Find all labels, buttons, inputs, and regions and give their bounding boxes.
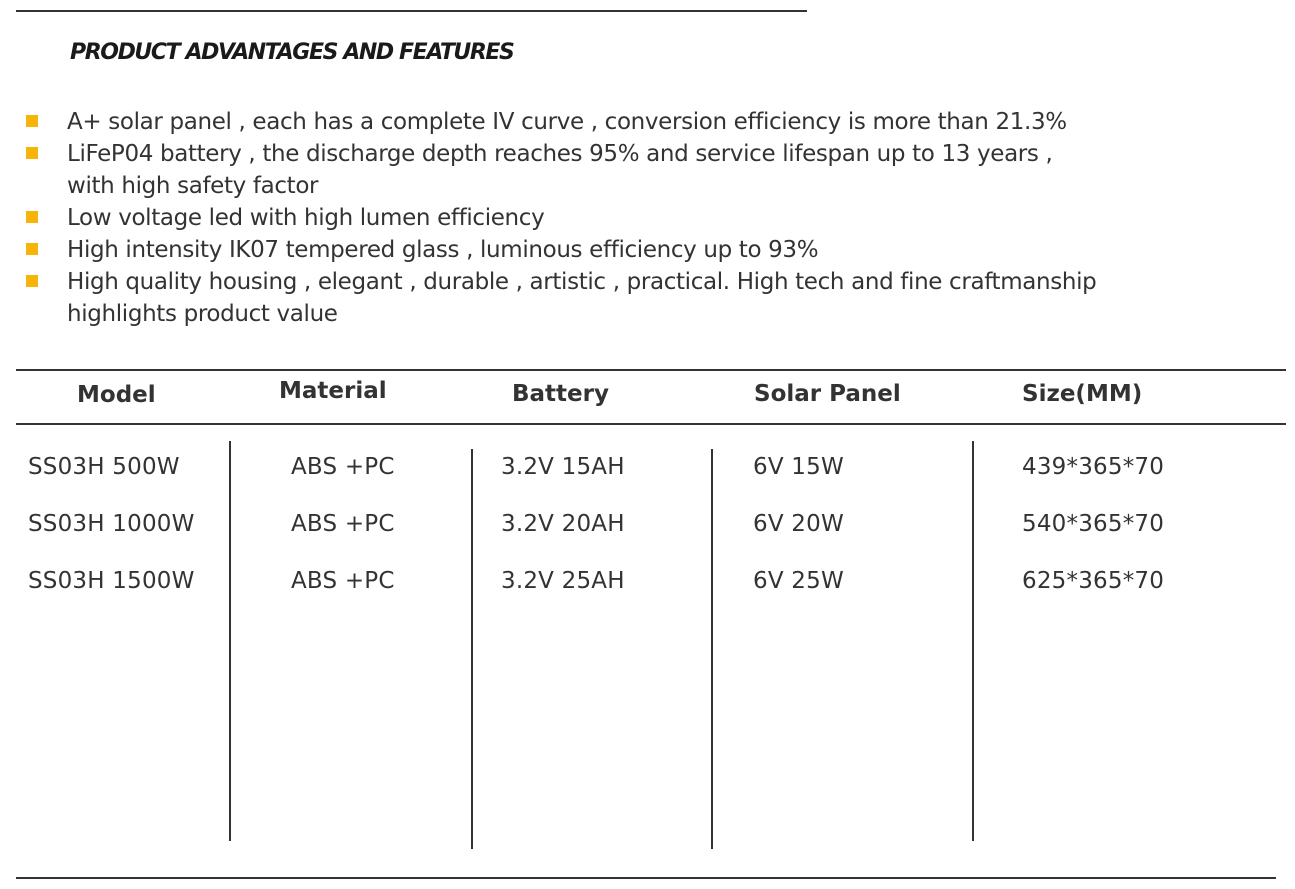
square-bullet-icon <box>26 147 38 159</box>
square-bullet-icon <box>26 275 38 287</box>
column-divider <box>471 449 473 849</box>
feature-text: High quality housing , elegant , durable , artistic , practical. High tech and fine craftmanship <box>67 269 1097 295</box>
table-cell-material: ABS +PC <box>291 454 395 480</box>
table-cell-battery: 3.2V 15AH <box>501 454 625 480</box>
column-header-material: Material <box>279 378 387 404</box>
bottom-divider <box>16 877 1276 879</box>
table-cell-battery: 3.2V 25AH <box>501 568 625 594</box>
feature-text: High intensity IK07 tempered glass , luminous efficiency up to 93% <box>67 237 819 263</box>
column-header-battery: Battery <box>512 381 609 407</box>
column-header-solar-panel: Solar Panel <box>754 381 901 407</box>
feature-text-continued: with high safety factor <box>67 173 319 199</box>
table-cell-material: ABS +PC <box>291 568 395 594</box>
feature-text: LiFeP04 battery , the discharge depth reaches 95% and service lifespan up to 13 years , <box>67 141 1053 167</box>
table-cell-model: SS03H 1000W <box>28 511 195 537</box>
feature-item-battery <box>0 138 1295 202</box>
column-header-model: Model <box>77 382 156 408</box>
column-divider <box>711 449 713 849</box>
table-header-divider <box>16 423 1286 425</box>
table-cell-material: ABS +PC <box>291 511 395 537</box>
feature-text-continued: highlights product value <box>67 301 338 327</box>
square-bullet-icon <box>26 211 38 223</box>
column-divider <box>229 441 231 841</box>
table-cell-model: SS03H 1500W <box>28 568 195 594</box>
feature-text: Low voltage led with high lumen efficiency <box>67 205 545 231</box>
table-cell-battery: 3.2V 20AH <box>501 511 625 537</box>
table-cell-size: 625*365*70 <box>1022 568 1165 594</box>
feature-text: A+ solar panel , each has a complete IV curve , conversion efficiency is more than 21.3% <box>67 109 1067 135</box>
feature-item-solar-panel <box>0 106 1295 138</box>
table-cell-solar-panel: 6V 15W <box>753 454 844 480</box>
table-cell-solar-panel: 6V 20W <box>753 511 844 537</box>
top-divider <box>16 10 807 12</box>
feature-item-led <box>0 202 1295 234</box>
section-title: PRODUCT ADVANTAGES AND FEATURES <box>70 40 514 65</box>
square-bullet-icon <box>26 243 38 255</box>
feature-list <box>0 106 1295 330</box>
table-top-border <box>16 369 1286 371</box>
column-divider <box>972 441 974 841</box>
table-cell-model: SS03H 500W <box>28 454 180 480</box>
column-header-size: Size(MM) <box>1022 381 1143 407</box>
square-bullet-icon <box>26 115 38 127</box>
table-cell-solar-panel: 6V 25W <box>753 568 844 594</box>
table-cell-size: 439*365*70 <box>1022 454 1165 480</box>
feature-item-housing <box>0 266 1295 330</box>
table-cell-size: 540*365*70 <box>1022 511 1165 537</box>
feature-item-glass <box>0 234 1295 266</box>
